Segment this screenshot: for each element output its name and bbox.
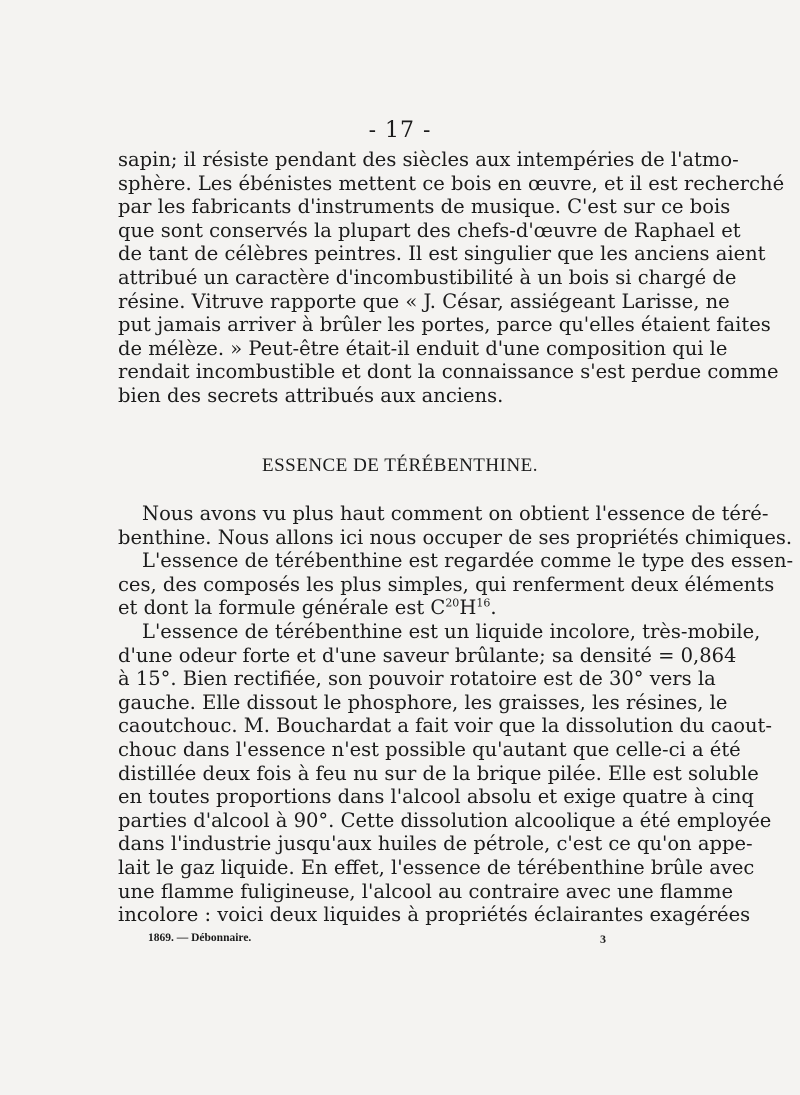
- paragraph-sapin: [118, 148, 785, 408]
- text-line: parties d'alcool à 90°. Cette dissolution alcoolique a été employée: [118, 808, 772, 832]
- footer-imprint: 1869. — Débonnaire.: [148, 932, 252, 944]
- text-line: gauche. Elle dissout le phosphore, les graisses, les résines, le: [118, 690, 728, 714]
- text-line: caoutchouc. M. Bouchardat a fait voir que la dissolution du caout-: [118, 714, 772, 738]
- page-number: - 17 -: [368, 118, 432, 143]
- text-line: sphère. Les ébénistes mettent ce bois en œuvre, et il est recherché: [118, 171, 785, 195]
- text-line: L'essence de térébenthine est un liquide incolore, très-mobile,: [142, 619, 761, 643]
- formula-line: [118, 596, 652, 620]
- formula-superscript: 16: [476, 596, 491, 610]
- text-line: et dont la formule générale est C: [118, 596, 446, 620]
- text-line: put jamais arriver à brûler les portes, parce qu'elles étaient faites: [118, 313, 771, 337]
- text-line: distillée deux fois à feu nu sur de la brique pilée. Elle est soluble: [118, 761, 759, 785]
- text-line: benthine. Nous allons ici nous occuper de ses propriétés chimiques.: [118, 525, 793, 549]
- text-line: de tant de célèbres peintres. Il est singulier que les anciens aient: [118, 242, 766, 266]
- text-line: chouc dans l'essence n'est possible qu'autant que celle-ci a été: [118, 737, 741, 761]
- text-line: que sont conservés la plupart des chefs-d'œuvre de Raphael et: [118, 218, 741, 242]
- text-line: lait le gaz liquide. En effet, l'essence de térébenthine brûle avec: [118, 855, 755, 879]
- text-line: résine. Vitruve rapporte que « J. César, assiégeant Larisse, ne: [118, 289, 730, 313]
- text-line: L'essence de térébenthine est regardée comme le type des essen-: [142, 549, 794, 573]
- text-line: sapin; il résiste pendant des siècles aux intempéries de l'atmo-: [118, 148, 739, 171]
- text-line: à 15°. Bien rectifiée, son pouvoir rotatoire est de 30° vers la: [118, 667, 716, 691]
- text-line: attribué un caractère d'incombustibilité à un bois si chargé de: [118, 265, 737, 289]
- text-line: ces, des composés les plus simples, qui renferment deux éléments: [118, 572, 775, 596]
- paragraph-essence: [118, 502, 794, 927]
- formula-superscript: 20: [445, 596, 460, 610]
- text-line: incolore : voici deux liquides à propriétés éclairantes exagérées: [118, 903, 751, 927]
- text-line: d'une odeur forte et d'une saveur brûlante; sa densité = 0,864: [118, 643, 737, 667]
- section-title: ESSENCE DE TÉRÉBENTHINE.: [261, 455, 539, 476]
- formula-end: .: [490, 596, 497, 620]
- text-line: Nous avons vu plus haut comment on obtient l'essence de téré-: [142, 502, 769, 525]
- text-line: rendait incombustible et dont la connaissance s'est perdue comme: [118, 360, 779, 384]
- text-line: dans l'industrie jusqu'aux huiles de pétrole, c'est ce qu'on appe-: [118, 832, 753, 856]
- text-line: de mélèze. » Peut-être était-il enduit d'une composition qui le: [118, 336, 728, 360]
- signature-mark: 3: [600, 932, 606, 946]
- formula-element: H: [459, 596, 477, 620]
- text-line: en toutes proportions dans l'alcool absolu et exige quatre à cinq: [118, 785, 754, 809]
- text-line: bien des secrets attribués aux anciens.: [118, 383, 504, 407]
- text-line: par les fabricants d'instruments de musique. C'est sur ce bois: [118, 195, 731, 219]
- text-line: une flamme fuligineuse, l'alcool au contraire avec une flamme: [118, 879, 734, 903]
